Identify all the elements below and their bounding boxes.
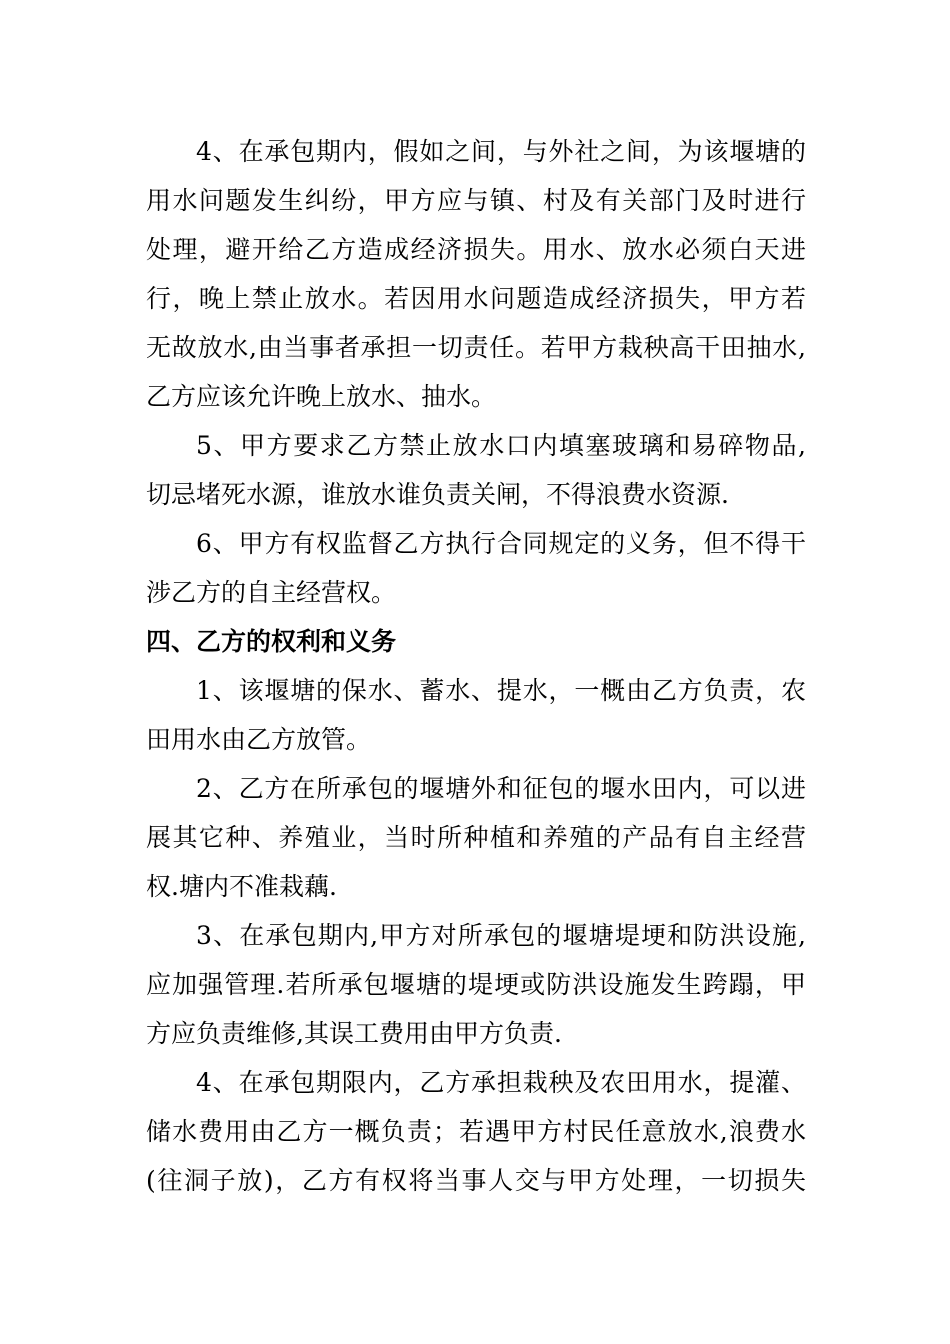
text-line: 无故放水,由当事者承担一切责任。若甲方栽秧高干田抽水, (146, 333, 806, 362)
paragraph-6-supervision (146, 519, 806, 617)
text-line: 1、该堰塘的保水、蓄水、提水，一概由乙方负责，农 (196, 676, 806, 705)
paragraph-b2-farming-rights (146, 764, 806, 911)
text-line: (往洞子放)，乙方有权将当事人交与甲方处理，一切损失 (146, 1166, 806, 1195)
paragraph-b1-water-management (146, 666, 806, 764)
text-line: 2、乙方在所承包的堰塘外和征包的堰水田内，可以进 (196, 774, 806, 803)
text-line: 用水问题发生纠纷，甲方应与镇、村及有关部门及时进行 (146, 186, 806, 215)
text-line: 4、在承包期内，假如之间，与外社之间，为该堰塘的 (196, 137, 806, 166)
text-line: 5、甲方要求乙方禁止放水口内填塞玻璃和易碎物品, (196, 431, 806, 460)
section-heading-party-b-rights (146, 617, 806, 666)
text-line: 6、甲方有权监督乙方执行合同规定的义务，但不得干 (196, 529, 806, 558)
document-body (146, 127, 806, 1205)
text-line: 4、在承包期限内，乙方承担栽秧及农田用水，提灌、 (196, 1068, 806, 1097)
paragraph-b3-embankment (146, 911, 806, 1058)
text-line: 田用水由乙方放管。 (146, 725, 372, 754)
text-line: 行，晚上禁止放水。若因用水问题造成经济损失，甲方若 (146, 284, 806, 313)
paragraph-4-water-dispute (146, 127, 806, 421)
text-line: 储水费用由乙方一概负责；若遇甲方村民任意放水,浪费水 (146, 1117, 806, 1146)
text-line: 权.塘内不准栽藕. (146, 872, 337, 901)
text-line: 3、在承包期内,甲方对所承包的堰塘堤埂和防洪设施, (196, 921, 806, 950)
text-line: 方应负责维修,其误工费用由甲方负责. (146, 1019, 562, 1048)
section-heading: 四、乙方的权利和义务 (146, 627, 397, 656)
paragraph-b4-irrigation-costs (146, 1058, 806, 1205)
text-line: 应加强管理.若所承包堰塘的堤埂或防洪设施发生跨蹋，甲 (146, 970, 806, 999)
text-line: 处理，避开给乙方造成经济损失。用水、放水必须白天进 (146, 235, 806, 264)
text-line: 乙方应该允许晚上放水、抽水。 (146, 382, 497, 411)
text-line: 涉乙方的自主经营权。 (146, 578, 397, 607)
paragraph-5-water-outlet (146, 421, 806, 519)
text-line: 切忌堵死水源，谁放水谁负责关闸，不得浪费水资源. (146, 480, 729, 509)
text-line: 展其它种、养殖业，当时所种植和养殖的产品有自主经营 (146, 823, 806, 852)
